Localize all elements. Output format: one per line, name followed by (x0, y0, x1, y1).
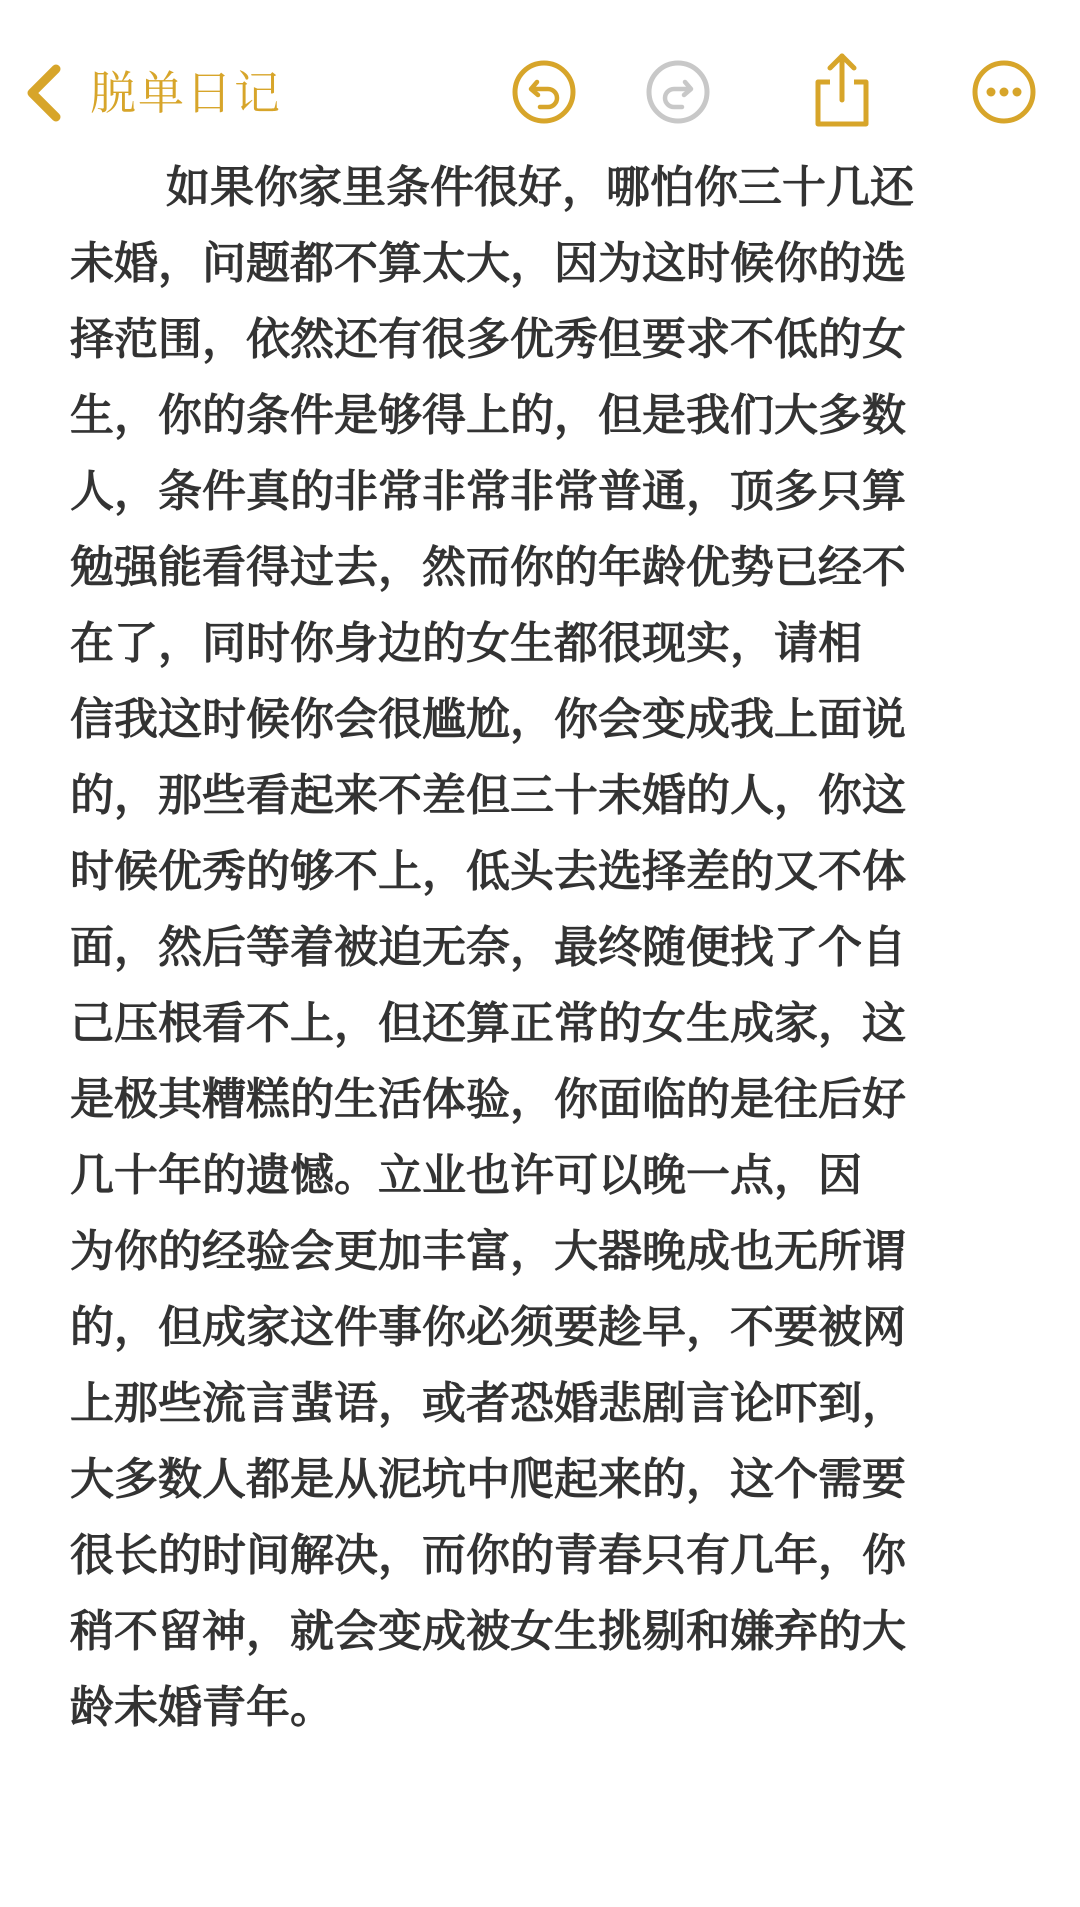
note-line: 择范围，依然还有很多优秀但要求不低的女 (70, 314, 906, 365)
note-line: 人，条件真的非常非常非常普通，顶多只算 (70, 466, 906, 517)
undo-icon (510, 58, 578, 126)
undo-button[interactable] (510, 58, 578, 126)
note-toolbar (0, 0, 1080, 170)
note-line: 生，你的条件是够得上的，但是我们大多数 (70, 390, 906, 441)
note-line: 面，然后等着被迫无奈，最终随便找了个自 (70, 922, 906, 973)
note-line: 勉强能看得过去，然而你的年龄优势已经不 (70, 542, 906, 593)
note-line: 为你的经验会更加丰富，大器晚成也无所谓 (70, 1226, 906, 1277)
more-icon (970, 58, 1038, 126)
note-line: 时候优秀的够不上，低头去选择差的又不体 (70, 846, 906, 897)
redo-icon (644, 58, 712, 126)
note-line: 龄未婚青年。 (70, 1682, 334, 1733)
note-line: 如果你家里条件很好，哪怕你三十几还 (166, 162, 914, 213)
note-line: 在了，同时你身边的女生都很现实，请相 (70, 618, 862, 669)
note-line: 的，那些看起来不差但三十未婚的人，你这 (70, 770, 906, 821)
back-button[interactable] (22, 58, 282, 128)
note-line: 几十年的遗憾。立业也许可以晚一点，因 (70, 1150, 862, 1201)
redo-button[interactable] (644, 58, 712, 126)
note-body[interactable] (70, 150, 1010, 1746)
note-line: 是极其糟糕的生活体验，你面临的是往后好 (70, 1074, 906, 1125)
note-line: 信我这时候你会很尴尬，你会变成我上面说 (70, 694, 906, 745)
share-icon (810, 50, 874, 130)
note-line: 上那些流言蜚语，或者恐婚悲剧言论吓到， (70, 1378, 906, 1429)
note-line: 很长的时间解决，而你的青春只有几年，你 (70, 1530, 906, 1581)
note-line: 未婚，问题都不算太大，因为这时候你的选 (70, 238, 906, 289)
note-line: 稍不留神，就会变成被女生挑剔和嫌弃的大 (70, 1606, 906, 1657)
chevron-left-icon (22, 63, 66, 123)
back-label: 脱单日记 (90, 66, 282, 120)
note-line: 的，但成家这件事你必须要趁早，不要被网 (70, 1302, 906, 1353)
share-button[interactable] (810, 50, 874, 130)
more-button[interactable] (970, 58, 1038, 126)
note-line: 己压根看不上，但还算正常的女生成家，这 (70, 998, 906, 1049)
note-line: 大多数人都是从泥坑中爬起来的，这个需要 (70, 1454, 906, 1505)
